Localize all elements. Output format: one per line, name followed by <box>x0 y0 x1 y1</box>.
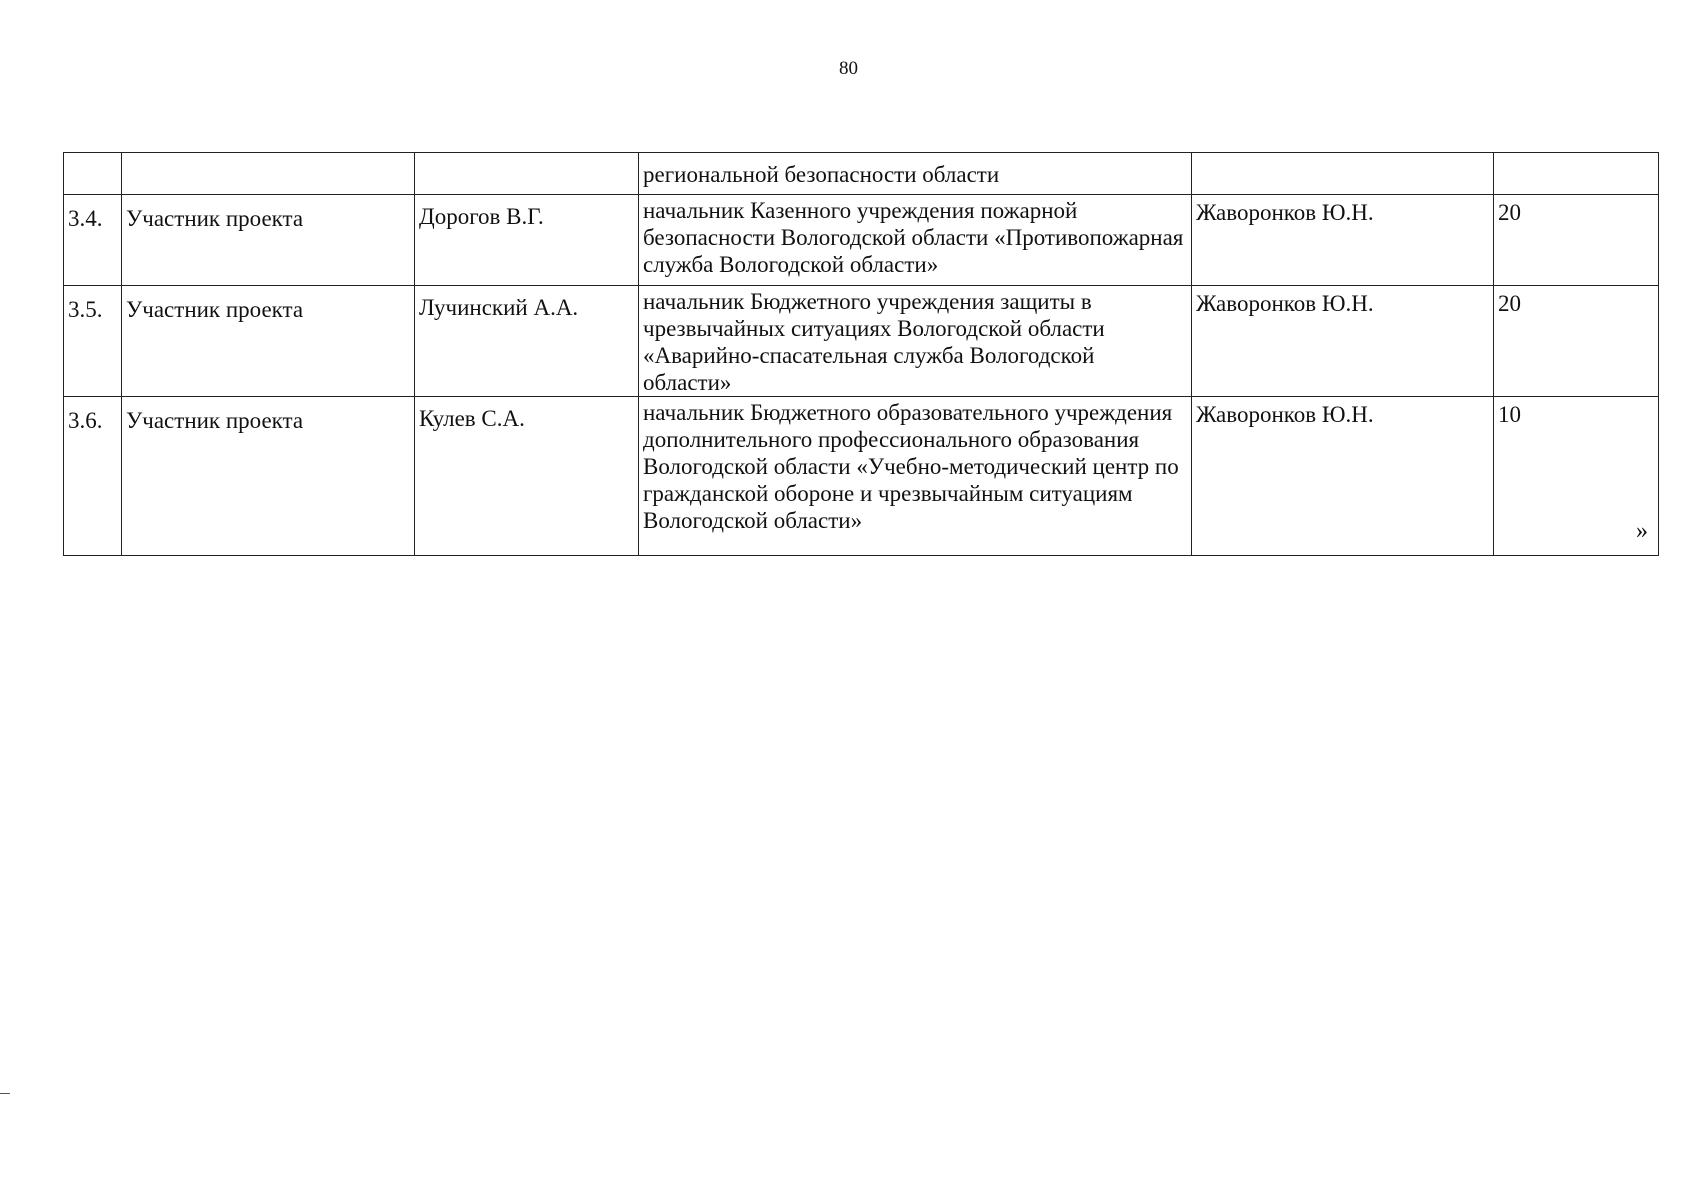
closing-quote: » <box>1636 518 1648 544</box>
cell-name-empty <box>415 153 639 195</box>
table-row <box>64 286 1659 397</box>
cell-percent: 20 <box>1494 286 1659 397</box>
cell-position: начальник Бюджетного образовательного учреждения дополнительного профессионального образования Вологодской области «Учебно-методический центр по гражданской обороне и чрезвычайным ситуациям Вологодской области» <box>639 397 1192 556</box>
cell-role: Участник проекта <box>122 397 415 556</box>
cell-supervisor-empty <box>1192 153 1494 195</box>
cell-position: региональной безопасности области <box>639 153 1192 195</box>
cell-percent: 20 <box>1494 195 1659 286</box>
cell-name: Дорогов В.Г. <box>415 195 639 286</box>
table-row <box>64 195 1659 286</box>
cell-num: 3.4. <box>64 195 122 286</box>
page-number: 80 <box>839 58 858 79</box>
cell-supervisor: Жаворонков Ю.Н. <box>1192 195 1494 286</box>
table-row-continuation <box>64 153 1659 195</box>
cell-percent-empty <box>1494 153 1659 195</box>
cell-supervisor: Жаворонков Ю.Н. <box>1192 397 1494 556</box>
cell-num: 3.6. <box>64 397 122 556</box>
table-row <box>64 397 1659 556</box>
cell-role: Участник проекта <box>122 286 415 397</box>
cell-role-empty <box>122 153 415 195</box>
cell-position: начальник Бюджетного учреждения защиты в чрезвычайных ситуациях Вологодской области «Аварийно-спасательная служба Вологодской области» <box>639 286 1192 397</box>
cell-num-empty <box>64 153 122 195</box>
cell-num: 3.5. <box>64 286 122 397</box>
cell-name: Лучинский А.А. <box>415 286 639 397</box>
project-participants-table <box>63 152 1659 556</box>
cell-percent: 10 <box>1494 397 1659 556</box>
cell-position: начальник Казенного учреждения пожарной безопасности Вологодской области «Противопожарная служба Вологодской области» <box>639 195 1192 286</box>
cell-supervisor: Жаворонков Ю.Н. <box>1192 286 1494 397</box>
scan-edge-mark <box>0 1093 10 1094</box>
cell-name: Кулев С.А. <box>415 397 639 556</box>
cell-role: Участник проекта <box>122 195 415 286</box>
